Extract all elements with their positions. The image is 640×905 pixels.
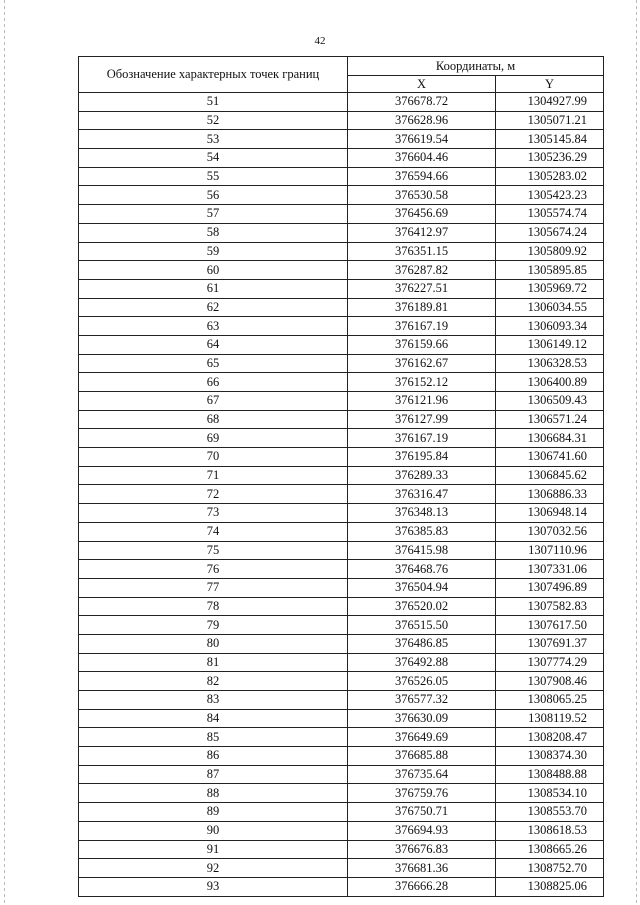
table-row <box>79 485 604 504</box>
point-cell: 81 <box>79 653 348 672</box>
y-cell: 1305283.02 <box>496 167 604 186</box>
table-row <box>79 317 604 336</box>
x-cell: 376666.28 <box>348 877 496 896</box>
table-row <box>79 634 604 653</box>
x-cell: 376604.46 <box>348 149 496 168</box>
x-cell: 376750.71 <box>348 803 496 822</box>
point-cell: 87 <box>79 765 348 784</box>
point-cell: 67 <box>79 392 348 411</box>
y-cell: 1308065.25 <box>496 691 604 710</box>
y-cell: 1306886.33 <box>496 485 604 504</box>
header-points: Обозначение характерных точек границ <box>79 57 348 93</box>
point-cell: 89 <box>79 803 348 822</box>
x-cell: 376759.76 <box>348 784 496 803</box>
table-row <box>79 279 604 298</box>
table-row <box>79 653 604 672</box>
table-row <box>79 877 604 896</box>
x-cell: 376630.09 <box>348 709 496 728</box>
y-cell: 1306400.89 <box>496 373 604 392</box>
point-cell: 60 <box>79 261 348 280</box>
header-coordinates: Координаты, м <box>348 57 604 76</box>
point-cell: 85 <box>79 728 348 747</box>
point-cell: 79 <box>79 616 348 635</box>
y-cell: 1307110.96 <box>496 541 604 560</box>
y-cell: 1307582.83 <box>496 597 604 616</box>
y-cell: 1307617.50 <box>496 616 604 635</box>
point-cell: 69 <box>79 429 348 448</box>
y-cell: 1307691.37 <box>496 634 604 653</box>
point-cell: 57 <box>79 205 348 224</box>
table-row <box>79 130 604 149</box>
y-cell: 1306149.12 <box>496 335 604 354</box>
point-cell: 90 <box>79 821 348 840</box>
table-row <box>79 747 604 766</box>
point-cell: 65 <box>79 354 348 373</box>
table-row <box>79 223 604 242</box>
y-cell: 1305895.85 <box>496 261 604 280</box>
table-row <box>79 597 604 616</box>
y-cell: 1308618.53 <box>496 821 604 840</box>
point-cell: 53 <box>79 130 348 149</box>
point-cell: 71 <box>79 466 348 485</box>
coordinates-table <box>78 56 604 897</box>
table-row <box>79 504 604 523</box>
x-cell: 376504.94 <box>348 578 496 597</box>
page-number: 42 <box>314 35 326 47</box>
y-cell: 1305969.72 <box>496 279 604 298</box>
y-cell: 1308752.70 <box>496 859 604 878</box>
point-cell: 55 <box>79 167 348 186</box>
x-cell: 376456.69 <box>348 205 496 224</box>
point-cell: 68 <box>79 410 348 429</box>
x-cell: 376195.84 <box>348 448 496 467</box>
point-cell: 91 <box>79 840 348 859</box>
y-cell: 1305423.23 <box>496 186 604 205</box>
table-row <box>79 111 604 130</box>
y-cell: 1308665.26 <box>496 840 604 859</box>
y-cell: 1306948.14 <box>496 504 604 523</box>
point-cell: 80 <box>79 634 348 653</box>
y-cell: 1308825.06 <box>496 877 604 896</box>
table-row <box>79 821 604 840</box>
point-cell: 56 <box>79 186 348 205</box>
x-cell: 376127.99 <box>348 410 496 429</box>
x-cell: 376415.98 <box>348 541 496 560</box>
point-cell: 93 <box>79 877 348 896</box>
x-cell: 376735.64 <box>348 765 496 784</box>
table-row <box>79 616 604 635</box>
y-cell: 1306845.62 <box>496 466 604 485</box>
x-cell: 376468.76 <box>348 560 496 579</box>
table-row <box>79 373 604 392</box>
table-row <box>79 410 604 429</box>
x-cell: 376316.47 <box>348 485 496 504</box>
x-cell: 376162.67 <box>348 354 496 373</box>
table-row <box>79 466 604 485</box>
table-row <box>79 167 604 186</box>
x-cell: 376351.15 <box>348 242 496 261</box>
table-row <box>79 691 604 710</box>
x-cell: 376515.50 <box>348 616 496 635</box>
y-cell: 1305574.74 <box>496 205 604 224</box>
point-cell: 52 <box>79 111 348 130</box>
x-cell: 376486.85 <box>348 634 496 653</box>
y-cell: 1305236.29 <box>496 149 604 168</box>
table-row <box>79 392 604 411</box>
x-cell: 376492.88 <box>348 653 496 672</box>
table-row <box>79 149 604 168</box>
x-cell: 376159.66 <box>348 335 496 354</box>
x-cell: 376348.13 <box>348 504 496 523</box>
x-cell: 376227.51 <box>348 279 496 298</box>
table-row <box>79 429 604 448</box>
table-row <box>79 335 604 354</box>
scan-edge-right <box>636 0 637 905</box>
point-cell: 84 <box>79 709 348 728</box>
point-cell: 66 <box>79 373 348 392</box>
table-row <box>79 298 604 317</box>
y-cell: 1307032.56 <box>496 522 604 541</box>
table-row <box>79 578 604 597</box>
x-cell: 376385.83 <box>348 522 496 541</box>
y-cell: 1306093.34 <box>496 317 604 336</box>
point-cell: 72 <box>79 485 348 504</box>
table-body <box>79 93 604 897</box>
y-cell: 1307774.29 <box>496 653 604 672</box>
x-cell: 376152.12 <box>348 373 496 392</box>
y-cell: 1308119.52 <box>496 709 604 728</box>
point-cell: 78 <box>79 597 348 616</box>
scan-edge-left <box>4 0 5 905</box>
point-cell: 70 <box>79 448 348 467</box>
x-cell: 376167.19 <box>348 429 496 448</box>
x-cell: 376520.02 <box>348 597 496 616</box>
y-cell: 1306328.53 <box>496 354 604 373</box>
y-cell: 1306034.55 <box>496 298 604 317</box>
point-cell: 54 <box>79 149 348 168</box>
x-cell: 376526.05 <box>348 672 496 691</box>
x-cell: 376678.72 <box>348 93 496 112</box>
y-cell: 1306684.31 <box>496 429 604 448</box>
point-cell: 58 <box>79 223 348 242</box>
point-cell: 62 <box>79 298 348 317</box>
table-row <box>79 242 604 261</box>
x-cell: 376577.32 <box>348 691 496 710</box>
y-cell: 1308488.88 <box>496 765 604 784</box>
y-cell: 1305071.21 <box>496 111 604 130</box>
point-cell: 92 <box>79 859 348 878</box>
y-cell: 1304927.99 <box>496 93 604 112</box>
point-cell: 63 <box>79 317 348 336</box>
table-row <box>79 354 604 373</box>
x-cell: 376676.83 <box>348 840 496 859</box>
y-cell: 1308208.47 <box>496 728 604 747</box>
y-cell: 1306741.60 <box>496 448 604 467</box>
point-cell: 76 <box>79 560 348 579</box>
table-row <box>79 448 604 467</box>
point-cell: 88 <box>79 784 348 803</box>
table-row <box>79 205 604 224</box>
table-row <box>79 784 604 803</box>
table-row <box>79 522 604 541</box>
y-cell: 1307908.46 <box>496 672 604 691</box>
x-cell: 376189.81 <box>348 298 496 317</box>
x-cell: 376628.96 <box>348 111 496 130</box>
y-cell: 1308553.70 <box>496 803 604 822</box>
x-cell: 376287.82 <box>348 261 496 280</box>
point-cell: 82 <box>79 672 348 691</box>
point-cell: 86 <box>79 747 348 766</box>
x-cell: 376685.88 <box>348 747 496 766</box>
x-cell: 376594.66 <box>348 167 496 186</box>
table-row <box>79 840 604 859</box>
header-x: X <box>348 76 496 93</box>
table-row <box>79 765 604 784</box>
table-row <box>79 261 604 280</box>
table-row <box>79 803 604 822</box>
y-cell: 1308374.30 <box>496 747 604 766</box>
table-row <box>79 93 604 112</box>
y-cell: 1305809.92 <box>496 242 604 261</box>
table-row <box>79 709 604 728</box>
point-cell: 77 <box>79 578 348 597</box>
x-cell: 376694.93 <box>348 821 496 840</box>
y-cell: 1306509.43 <box>496 392 604 411</box>
header-y: Y <box>496 76 604 93</box>
x-cell: 376619.54 <box>348 130 496 149</box>
point-cell: 51 <box>79 93 348 112</box>
table-row <box>79 672 604 691</box>
table-row <box>79 560 604 579</box>
point-cell: 73 <box>79 504 348 523</box>
x-cell: 376681.36 <box>348 859 496 878</box>
x-cell: 376121.96 <box>348 392 496 411</box>
table-row <box>79 541 604 560</box>
point-cell: 75 <box>79 541 348 560</box>
y-cell: 1306571.24 <box>496 410 604 429</box>
point-cell: 74 <box>79 522 348 541</box>
x-cell: 376289.33 <box>348 466 496 485</box>
table-row <box>79 859 604 878</box>
point-cell: 83 <box>79 691 348 710</box>
point-cell: 64 <box>79 335 348 354</box>
y-cell: 1308534.10 <box>496 784 604 803</box>
x-cell: 376167.19 <box>348 317 496 336</box>
table-row <box>79 186 604 205</box>
y-cell: 1305674.24 <box>496 223 604 242</box>
x-cell: 376412.97 <box>348 223 496 242</box>
x-cell: 376530.58 <box>348 186 496 205</box>
point-cell: 59 <box>79 242 348 261</box>
y-cell: 1305145.84 <box>496 130 604 149</box>
y-cell: 1307496.89 <box>496 578 604 597</box>
table-row <box>79 728 604 747</box>
y-cell: 1307331.06 <box>496 560 604 579</box>
point-cell: 61 <box>79 279 348 298</box>
x-cell: 376649.69 <box>348 728 496 747</box>
